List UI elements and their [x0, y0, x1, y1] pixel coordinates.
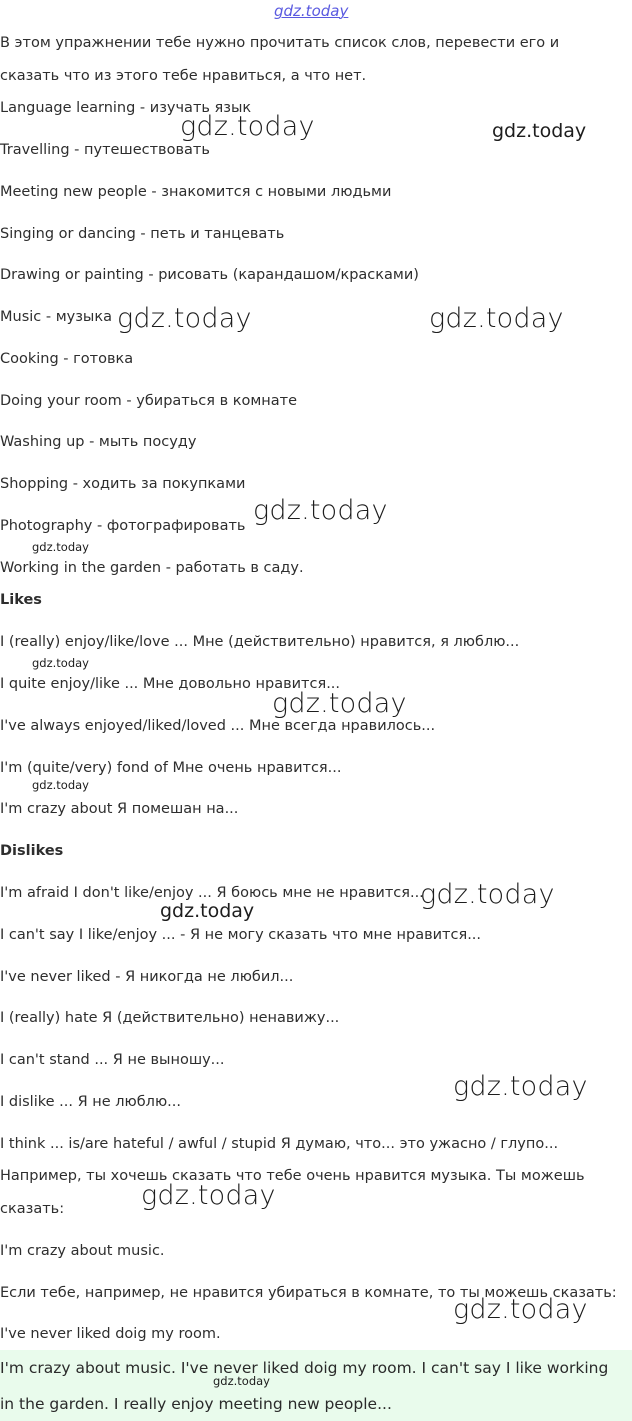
watermark: gdz.today — [492, 120, 587, 142]
example1-sentence: I'm crazy about music. — [0, 1243, 165, 1259]
answer-block — [0, 1350, 632, 1421]
vocab-item: Working in the garden - работать в саду. — [0, 560, 304, 576]
likes-item: I'm (quite/very) fond of Мне очень нравится... — [0, 760, 342, 776]
intro-line-1: В этом упражнении тебе нужно прочитать список слов, перевести его и — [0, 35, 560, 51]
dislikes-item: I think ... is/are hateful / awful / stupid Я думаю, что... это ужасно / глупо... — [0, 1136, 559, 1152]
watermark: gdz.today — [253, 495, 388, 526]
watermark: gdz.today — [453, 1071, 588, 1102]
example2-sentence: I've never liked doig my room. — [0, 1326, 221, 1342]
watermark: gdz.today — [213, 1374, 270, 1388]
dislikes-item: I'm afraid I don't like/enjoy ... Я боюсь мне не нравится... — [0, 885, 424, 901]
vocab-item: Meeting new people - знакомится с новыми людьми — [0, 184, 392, 200]
likes-item: I've always enjoyed/liked/loved ... Мне всегда нравилось... — [0, 718, 436, 734]
vocab-item: Shopping - ходить за покупками — [0, 476, 246, 492]
dislikes-item: I've never liked - Я никогда не любил... — [0, 969, 294, 985]
watermark: gdz.today — [141, 1180, 276, 1211]
vocab-item: Photography - фотографировать — [0, 518, 246, 534]
vocab-item: Washing up - мыть посуду — [0, 434, 197, 450]
example1-line-1: Например, ты хочешь сказать что тебе очень нравится музыка. Ты можешь — [0, 1168, 585, 1184]
watermark: gdz.today — [32, 656, 89, 670]
vocab-item: Cooking - готовка — [0, 351, 134, 367]
watermark: gdz.today — [180, 111, 315, 142]
likes-item: I quite enjoy/like ... Мне довольно нравится... — [0, 676, 341, 692]
watermark-top: gdz.today — [274, 2, 349, 20]
watermark: gdz.today — [32, 540, 89, 554]
dislikes-item: I dislike ... Я не люблю... — [0, 1094, 181, 1110]
vocab-item: Travelling - путешествовать — [0, 142, 210, 158]
vocab-item: Language learning - изучать язык — [0, 100, 252, 116]
watermark: gdz.today — [453, 1294, 588, 1325]
dislikes-heading: Dislikes — [0, 843, 64, 859]
vocab-item: Doing your room - убираться в комнате — [0, 393, 298, 409]
likes-item: I'm crazy about Я помешан на... — [0, 801, 239, 817]
watermark: gdz.today — [420, 879, 555, 910]
likes-heading: Likes — [0, 592, 42, 608]
intro-line-2: сказать что из этого тебе нравиться, а что нет. — [0, 68, 367, 84]
answer-line-2: in the garden. I really enjoy meeting new people... — [0, 1395, 392, 1413]
watermark: gdz.today — [160, 900, 255, 922]
vocab-item: Drawing or painting - рисовать (карандашом/красками) — [0, 267, 419, 283]
dislikes-item: I (really) hate Я (действительно) ненавижу... — [0, 1010, 340, 1026]
watermark: gdz.today — [272, 688, 407, 719]
dislikes-item: I can't say I like/enjoy ... - Я не могу сказать что мне нравится... — [0, 927, 482, 943]
dislikes-item: I can't stand ... Я не выношу... — [0, 1052, 225, 1068]
answer-line-1: I'm crazy about music. I've never liked doig my room. I can't say I like working — [0, 1359, 609, 1377]
watermark: gdz.today — [429, 303, 564, 334]
watermark: gdz.today — [117, 303, 252, 334]
example1-line-2: сказать: — [0, 1201, 65, 1217]
vocab-item: Singing or dancing - петь и танцевать — [0, 226, 285, 242]
vocab-item: Music - музыка — [0, 309, 113, 325]
likes-item: I (really) enjoy/like/love ... Мне (действительно) нравится, я люблю... — [0, 634, 520, 650]
watermark: gdz.today — [32, 778, 89, 792]
example2-text: Если тебе, например, не нравится убираться в комнате, то ты можешь сказать: — [0, 1285, 617, 1301]
